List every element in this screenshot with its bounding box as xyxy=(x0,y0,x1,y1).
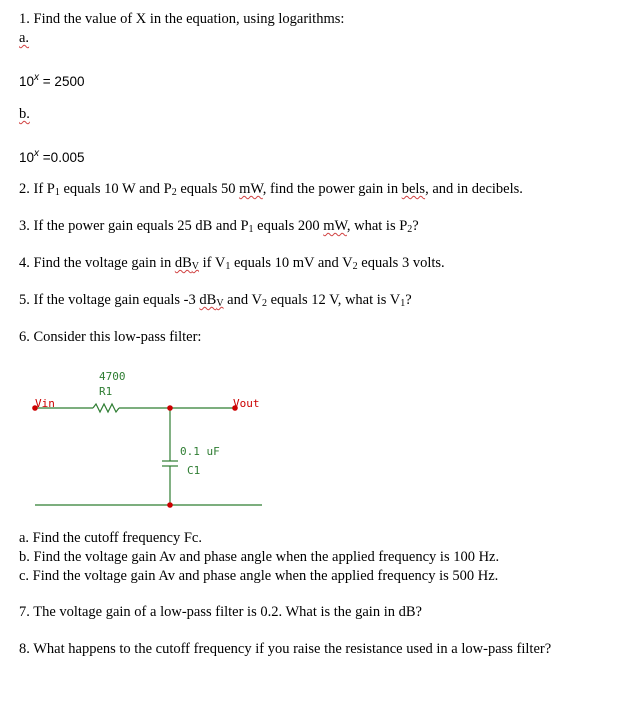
question-5: 5. If the voltage gain equals -3 dBV and V2 equals 12 V, what is V1? xyxy=(19,292,412,309)
equation-a-base: 10 xyxy=(19,74,35,89)
resistor-name: R1 xyxy=(99,385,113,398)
equation-b-rhs: =0.005 xyxy=(42,150,85,165)
question-1: 1. Find the value of X in the equation, using logarithms: xyxy=(19,11,345,27)
equation-b xyxy=(19,145,84,166)
resistor-value: 4700 xyxy=(99,370,126,383)
low-pass-filter-circuit xyxy=(25,360,285,515)
part-a-label: a. xyxy=(19,30,30,46)
part-a: a. Find the cutoff frequency Fc. xyxy=(19,530,202,546)
equation-a-exponent: x xyxy=(34,72,40,83)
part-c: c. Find the voltage gain Av and phase angle when the applied frequency is 500 Hz. xyxy=(19,568,499,584)
vin-label: Vin xyxy=(35,397,55,410)
question-8: 8. What happens to the cutoff frequency if you raise the resistance used in a low-pass filter? xyxy=(19,641,552,657)
question-6: 6. Consider this low-pass filter: xyxy=(19,329,202,345)
resistor-r1-symbol xyxy=(93,404,119,412)
question-4: 4. Find the voltage gain in dBV if V1 equals 10 mV and V2 equals 3 volts. xyxy=(19,255,445,272)
capacitor-value: 0.1 uF xyxy=(180,445,220,458)
vout-label: Vout xyxy=(233,397,260,410)
equation-b-base: 10 xyxy=(19,150,35,165)
ground-node xyxy=(167,502,173,508)
equation-a-rhs: = 2500 xyxy=(42,74,85,89)
part-b: b. Find the voltage gain Av and phase angle when the applied frequency is 100 Hz. xyxy=(19,549,500,565)
capacitor-name: C1 xyxy=(187,464,201,477)
question-2: 2. If P1 equals 10 W and P2 equals 50 mW, find the power gain in bels, and in decibels. xyxy=(19,181,523,198)
question-3: 3. If the power gain equals 25 dB and P1 equals 200 mW, what is P2? xyxy=(19,218,419,235)
equation-a xyxy=(19,69,84,90)
equation-b-exponent: x xyxy=(34,148,40,159)
question-7: 7. The voltage gain of a low-pass filter is 0.2. What is the gain in dB? xyxy=(19,604,422,620)
junction-node xyxy=(167,405,173,411)
part-b-label: b. xyxy=(19,106,30,122)
